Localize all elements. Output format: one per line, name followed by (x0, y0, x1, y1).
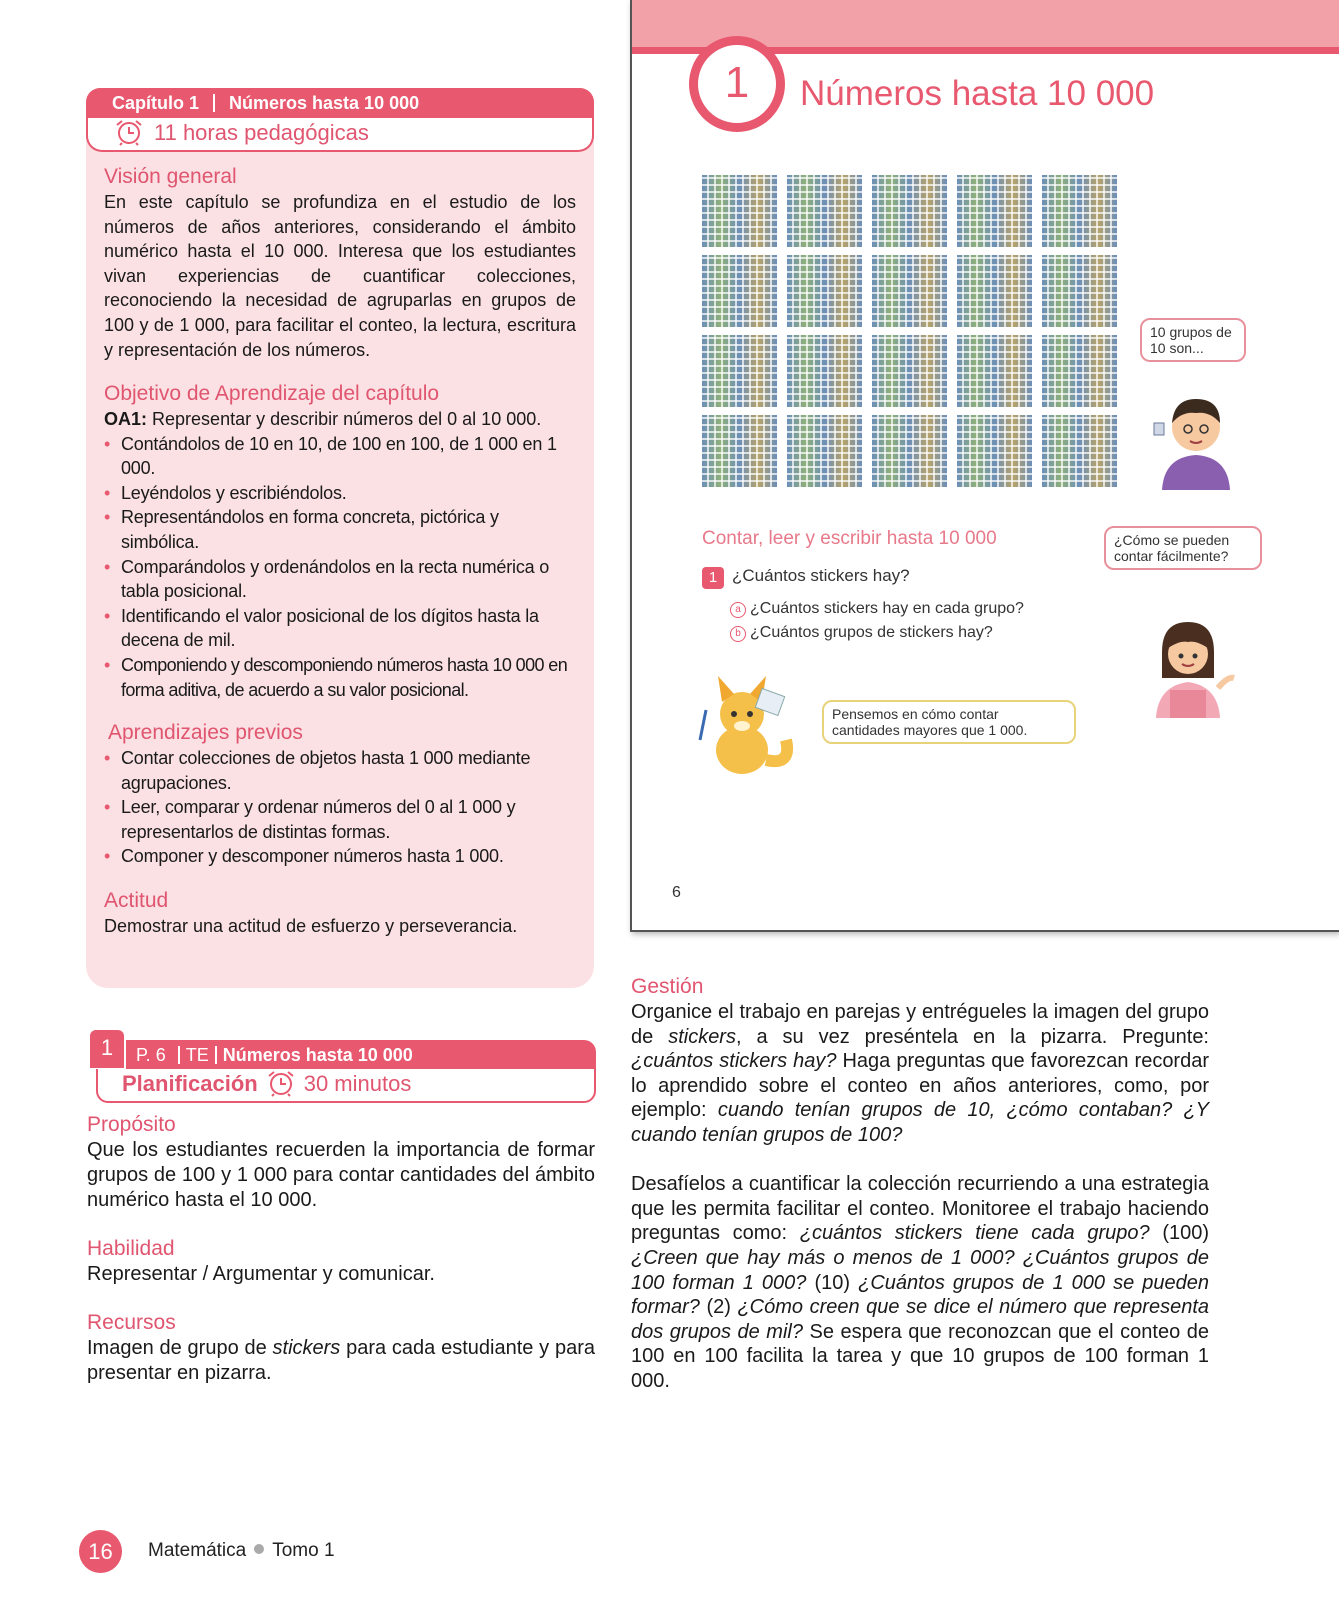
text-run: Se espera que reconozcan que el conteo de 100 en 100 facilita la tarea y que 10 grupos de 100 forman 1 000. (631, 1320, 1209, 1392)
objective-title: Objetivo de Aprendizaje del capítulo (104, 382, 440, 405)
question-number: 1 (702, 567, 724, 589)
oa-list (104, 432, 576, 703)
oa-code: OA1: (104, 409, 148, 429)
text-run: ¿cuántos stickers tiene cada grupo? (799, 1222, 1150, 1245)
alarm-clock-icon (266, 1069, 296, 1097)
text-run: ¿Creen que hay más o menos de 1 000? ¿Cuántos grupos de 100 forman 1 000? (631, 1246, 1209, 1294)
list-item: • Componer y descomponer números hasta 1 000. (104, 844, 576, 869)
skill-text: Representar / Argumentar y comunicar. (87, 1263, 435, 1285)
hours-text: 11 horas pedagógicas (154, 120, 369, 145)
skill-title: Habilidad (87, 1237, 175, 1260)
planning-label: Planificación (122, 1071, 258, 1096)
student-page-subtitle: Contar, leer y escribir hasta 10 000 (702, 528, 997, 549)
lesson-title: Números hasta 10 000 (222, 1045, 413, 1065)
management-paragraph-1 (631, 1000, 1209, 1148)
text-run: Organice el trabajo en parejas y entrégueles la imagen del grupo de (631, 1001, 1209, 1048)
list-item: • Representándolos en forma concreta, pictórica y simbólica. (104, 505, 576, 554)
vision-title: Visión general (104, 165, 237, 188)
question-1a: a ¿Cuántos stickers hay en cada grupo? (730, 600, 1024, 618)
speech-bubble-boy: 10 grupos de 10 son... (1140, 318, 1246, 362)
footer-text (148, 1540, 335, 1562)
boy-illustration (1150, 385, 1242, 490)
text-run: stickers (668, 1025, 736, 1048)
text-run: , a su vez preséntela en la pizarra. Pregunte: (735, 1025, 1209, 1048)
student-page-title: Números hasta 10 000 (800, 74, 1155, 113)
lesson-te: TE (185, 1045, 209, 1065)
resources-title: Recursos (87, 1311, 176, 1334)
speech-bubble-fox: Pensemos en cómo contar cantidades mayores que 1 000. (822, 700, 1076, 744)
chapter-label: Capítulo 1 (112, 93, 200, 113)
oa-text: Representar y describir números del 0 al 10 000. (152, 409, 542, 429)
previous-section (104, 720, 576, 869)
question-1: ¿Cuántos stickers hay? (732, 566, 910, 585)
lesson-page: P. 6 (136, 1045, 166, 1065)
purpose-section (87, 1112, 595, 1212)
text-run: ¿Cuántos grupos de 1 000 se pueden formar? (631, 1271, 1209, 1319)
text-run: Haga preguntas que favorezcan recordar lo aprendido sobre el conteo en años anteriores, como, por ejemplo: (631, 1050, 1210, 1122)
management-section (631, 974, 1209, 1394)
objective-section (104, 381, 576, 702)
text-run: cuando tenían grupos de 10, ¿cómo contaban? ¿Y cuando tenían grupos de 100? (631, 1099, 1210, 1146)
footer-subject: Matemática (148, 1540, 247, 1561)
oa-line (104, 407, 576, 432)
lesson-number: 1 (90, 1030, 124, 1068)
chapter-header (86, 88, 594, 118)
page-number-badge: 16 (79, 1530, 122, 1573)
speech-bubble-girl: ¿Cómo se pueden contar fácilmente? (1104, 526, 1262, 570)
list-item: • Leyéndolos y escribiéndolos. (104, 481, 576, 506)
list-item: • Componiendo y descomponiendo números hasta 10 000 en forma aditiva, de acuerdo a su valor posicional. (104, 653, 576, 702)
vision-section (104, 164, 576, 362)
text-run: ¿Cómo creen que se dice el número que representa dos grupos de mil? (631, 1296, 1209, 1343)
purpose-text: Que los estudiantes recuerden la importancia de formar grupos de 100 y 1 000 para contar cantidades del ámbito numérico hasta el 10 000. (87, 1139, 595, 1211)
student-book-page (630, 0, 1339, 932)
management-paragraph-2 (631, 1172, 1209, 1393)
text-run: ¿cuántos stickers hay? (631, 1050, 837, 1073)
text-run: (100) (1149, 1222, 1210, 1245)
management-title: Gestión (631, 975, 704, 998)
chapter-hours (86, 118, 594, 152)
text-run: Desafíelos a cuantificar la colección recurriendo a una estrategia que les permita facilitar el conteo. Monitoree el trabajo haciendo preguntas como: (631, 1173, 1209, 1245)
purpose-title: Propósito (87, 1113, 176, 1136)
list-item: • Contar colecciones de objetos hasta 1 000 mediante agrupaciones. (104, 746, 576, 795)
chapter-title: Números hasta 10 000 (229, 93, 420, 113)
text-run: (10) (806, 1271, 859, 1294)
girl-illustration (1140, 612, 1240, 718)
list-item: • Identificando el valor posicional de los dígitos hasta la decena de mil. (104, 604, 576, 653)
question-1b: b ¿Cuántos grupos de stickers hay? (730, 624, 993, 642)
attitude-section (104, 888, 576, 939)
footer-volume: Tomo 1 (272, 1540, 335, 1561)
question-a-mark: a (730, 602, 746, 618)
text-run: (2) (699, 1296, 738, 1319)
alarm-clock-icon (114, 118, 144, 146)
planning-bar (96, 1069, 596, 1103)
resources-text: Imagen de grupo de stickers para cada estudiante y para presentar en pizarra. (87, 1337, 595, 1384)
bullet-dot-icon (254, 1544, 264, 1554)
student-page-number: 6 (672, 884, 681, 901)
list-item: • Contándolos de 10 en 10, de 100 en 100, de 1 000 en 1 000. (104, 432, 576, 481)
question-b-mark: b (730, 626, 746, 642)
attitude-title: Actitud (104, 889, 169, 912)
sticker-groups-image (702, 175, 1122, 495)
list-item: • Leer, comparar y ordenar números del 0 al 1 000 y representarlos de distintas formas. (104, 795, 576, 844)
planning-duration: 30 minutos (303, 1071, 412, 1096)
chapter-number-circle: 1 (689, 36, 785, 132)
resources-section (87, 1310, 595, 1386)
previous-title: Aprendizajes previos (108, 721, 303, 744)
list-item: • Comparándolos y ordenándolos en la recta numérica o tabla posicional. (104, 555, 576, 604)
fox-illustration (696, 670, 796, 780)
chapter-overview-box (86, 88, 594, 988)
previous-list (104, 746, 576, 869)
lesson-header (126, 1040, 596, 1069)
vision-text: En este capítulo se profundiza en el estudio de los números de años anteriores, considerando el ámbito numérico hasta el 10 000. Interesa que los estudiantes vivan experiencias de cuantificar colecciones, reconociendo la necesidad de agruparlas en grupos de 100 y de 1 000, para facilitar el conteo, la lectura, escritura y representación de los números. (104, 192, 576, 360)
skill-section (87, 1236, 595, 1287)
attitude-text: Demostrar una actitud de esfuerzo y perseverancia. (104, 916, 518, 936)
